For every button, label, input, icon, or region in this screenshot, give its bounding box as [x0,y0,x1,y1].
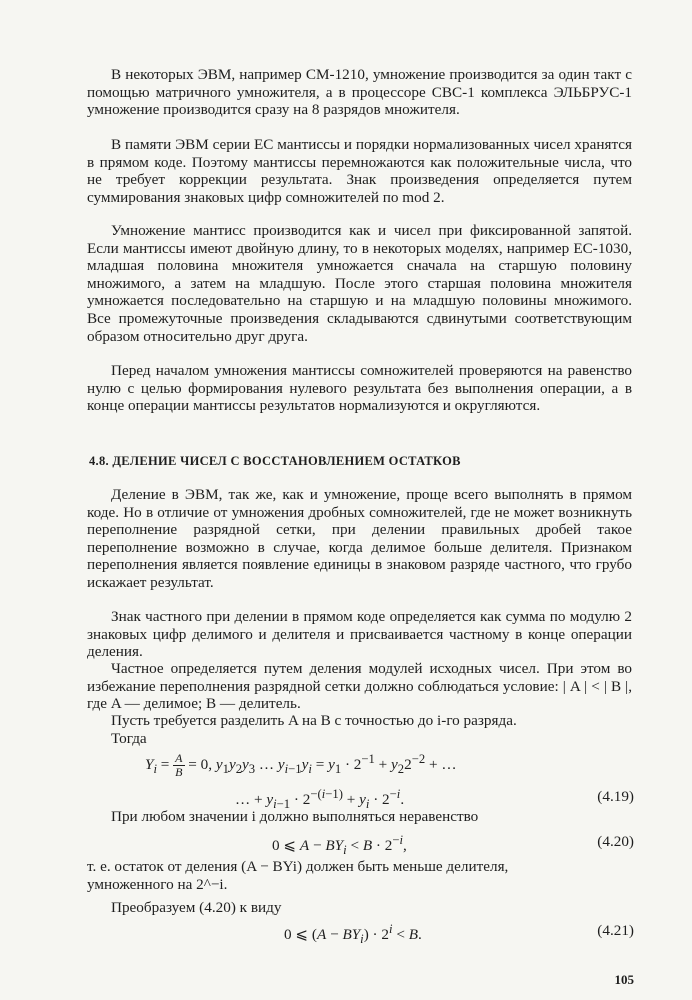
equation-4-21: 0 ⩽ $(A - BY_i) \cdot 2^i < B$. [284,922,422,947]
text-line-multiplied: умноженного на 2^−i. [87,876,228,893]
paragraph-3: Умножение мантисс производится как и чисел при фиксированной запятой. Если мантиссы имеют двойную длину, то в некоторых моделях, например ЕС-1030, младшая половина множителя умножается сначала на старшую половину множимого, а затем на младшую. После этого старшая половина множителя умножается последовательно на старшую и на младшую половины множимого. Все промежуточные произведения складываются сдвинутыми соответствующим образом относительно друг друга. [87,222,632,345]
text-line-then: Тогда [111,730,147,747]
equation-4-20: 0 ⩽ $A - BY_i < B \cdot 2^{-i}$, [272,833,407,858]
paragraph-6: Знак частного при делении в прямом коде определяется как сумма по модулю 2 знаковых цифр делимого и делителя и присваивается частному в конце операции деления. [87,608,632,661]
paragraph-7: Частное определяется путем деления модулей исходных чисел. При этом во избежание переполнения разрядной сетки должно соблюдаться условие: | A | < | B |, где A — делимое; B — делитель. [87,660,632,713]
page-number: 105 [614,972,634,987]
paragraph-1: В некоторых ЭВМ, например СМ-1210, умножение производится за один такт с помощью матричного умножителя, а в процессоре СВС-1 комплекса ЭЛЬБРУС-1 умножение производится сразу на 8 разрядов множителя. [87,66,632,119]
section-heading: 4.8. ДЕЛЕНИЕ ЧИСЕЛ С ВОССТАНОВЛЕНИЕМ ОСТАТКОВ [89,454,461,468]
equation-number-4-19: (4.19) [597,788,634,805]
paragraph-2: В памяти ЭВМ серии ЕС мантиссы и порядки нормализованных чисел хранятся в прямом коде. Поэтому мантиссы перемножаются как положительные числа, что не требует коррекции результата. Знак произведения определяется путем суммирования знаковых цифр сомножителей по mod 2. [87,136,632,206]
equation-4-19-line-1: $Y_i$ = $\frac{A}{B}$ = 0, $y_1y_2y_3$ … $y_{i-1}y_i = y_1 \cdot 2^{-1} + y_22^{-2}$ + … [145,751,457,780]
paragraph-5: Деление в ЭВМ, так же, как и умножение, проще всего выполнять в прямом коде. Но в отличие от умножения дробных сомножителей, где не может возникнуть переполнение разрядной сетки, при делении правильных дробей такое переполнение возможно в случае, когда делимое больше делителя. Признаком переполнения является появление единицы в знаковом разряде частного, что грубо искажает результат. [87,486,632,591]
text-line-remainder: т. е. остаток от деления (A − BYi) должен быть меньше делителя, [87,858,509,875]
text-line-inequality-intro: При любом значении i должно выполняться неравенство [111,808,479,825]
text-line-transform: Преобразуем (4.20) к виду [111,899,282,916]
text-line-precision: Пусть требуется разделить A на B с точностью до i-го разряда. [111,712,517,729]
equation-4-19-line-2: … + $y_{i-1} \cdot 2^{-(i-1)} + y_i \cdot 2^{-i}$. [235,787,405,812]
equation-number-4-21: (4.21) [597,922,634,939]
equation-number-4-20: (4.20) [597,833,634,850]
paragraph-4: Перед началом умножения мантиссы сомножителей проверяются на равенство нулю с целью формирования нулевого результата без выполнения операции, а в конце операции мантиссы результатов нормализуются и округляются. [87,362,632,415]
